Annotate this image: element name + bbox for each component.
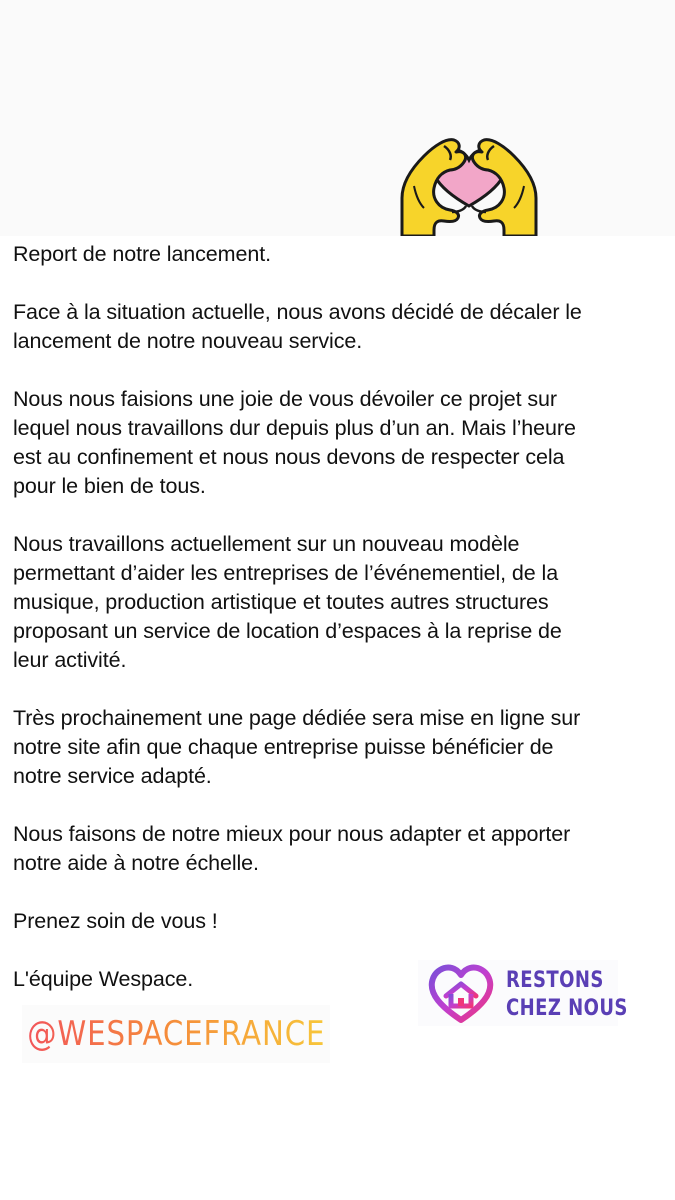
restons-label: RESTONS <box>506 968 604 993</box>
note-signoff: Prenez soin de vous ! <box>13 909 218 933</box>
note-paragraph: Nous faisons de notre mieux pour nous adapter et apporter notre aide à notre échelle. <box>13 822 571 875</box>
note-signature: L'équipe Wespace. <box>13 967 194 991</box>
note-paragraph: Très prochainement une page dédiée sera mise en ligne sur notre site afin que chaque entreprise puisse bénéficier de notre service adapté. <box>13 706 581 788</box>
note-paragraph: Nous nous faisions une joie de vous dévoiler ce projet sur lequel nous travaillons dur depuis plus d’un an. Mais l’heure est au confinement et nous nous devons de respecter cela pour le bien de tous. <box>13 387 576 498</box>
heart-house-icon <box>426 962 496 1024</box>
note-paragraph: Face à la situation actuelle, nous avons décidé de décaler le lancement de notre nouveau service. <box>13 300 582 353</box>
heart-hands-icon <box>394 126 544 236</box>
instagram-handle: @WESPACEFRANCE <box>26 1014 326 1054</box>
note-title: Report de notre lancement. <box>13 242 271 266</box>
instagram-handle-sticker <box>22 1005 330 1063</box>
chez-nous-label: CHEZ NOUS <box>506 996 628 1021</box>
note-body <box>13 240 663 1023</box>
note-paragraph: Nous travaillons actuellement sur un nouveau modèle permettant d’aider les entreprises de l’événementiel, de la musique, production artistique et toutes autres structures proposant un service de location d’espaces à la reprise de leur activité. <box>13 532 562 672</box>
restons-chez-nous-sticker <box>418 960 628 1026</box>
top-empty-area <box>0 0 675 236</box>
